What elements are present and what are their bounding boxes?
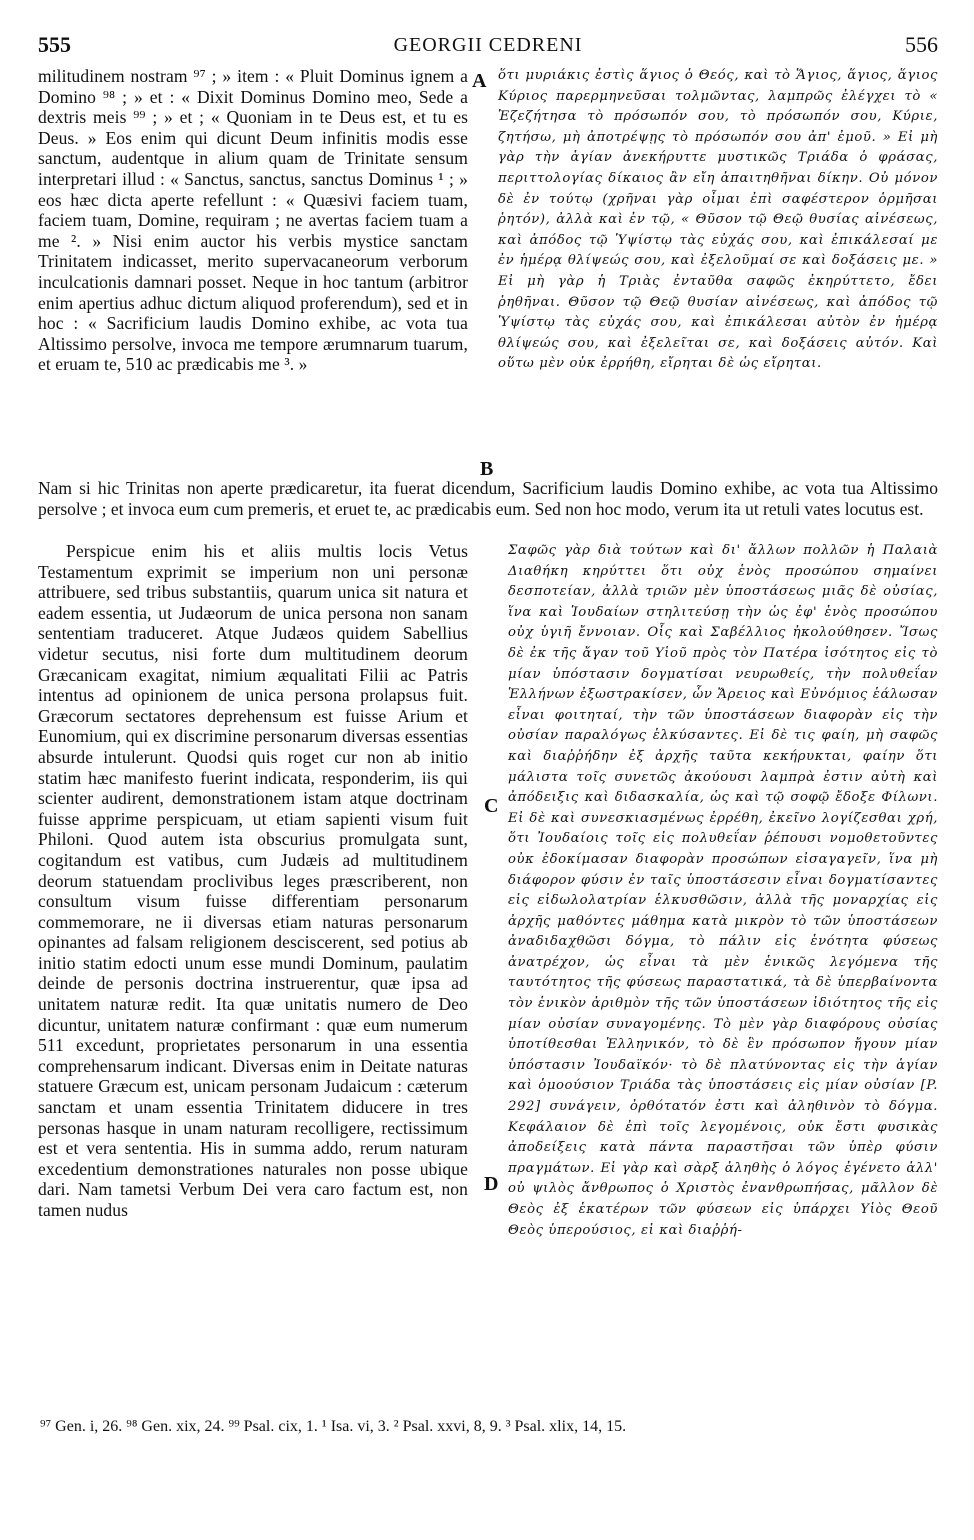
full-width-paragraph: Nam si hic Trinitas non aperte prædicaretur, ita fuerat dicendum, Sacrificium laudis Domino exhibe, ac vota tua Altissimo persolve ; et invoca eum cum premeris, et eruet te, ac prædicabis eum. Sed non hoc modo, verum ita ut retuli vates locutus est.: [38, 478, 938, 519]
page-number-left: 555: [38, 32, 71, 57]
page-number-right: 556: [905, 32, 938, 57]
greek-column-bottom: Σαφῶς γὰρ διὰ τούτων καὶ δι' ἄλλων πολλῶν ἡ Παλαιὰ Διαθήκη κηρύττει ὅτι οὐχ ἑνὸς προσώπου σημαίνει δεσποτείαν, ἀλλὰ τριῶν μὲν ὑποστάσεως μιᾶς δὲ οὐσίας, ἵνα καὶ Ἰουδαίων στηλιτεύσῃ τὴν ὡς ἐφ' ἑνὸς προσώπου οὐχ ὑγιῆ ἔννοιαν. Οἷς καὶ Σαβέλλιος ἠκολούθησεν. Ἴσως δὲ ἐκ τῆς ἄγαν τοῦ Υἱοῦ πρὸς τὸν Πατέρα ἰσότητος εἰς τὸ μίαν ὑπόστασιν δογματίσαι νευρωθείς, τὴν πολυθεΐαν Ἑλλήνων ἐξωστρακίσεν, ὧν Ἄρειος καὶ Εὐνόμιος ἑάλωσαν εἶναι φοιτηταί, τὴν τῶν ὑποστάσεων διαφορὰν εἰς τὴν οὐσίαν παραλόγως ἑλκύσαντες. Εἰ δὲ τις φαίη, μὴ σαφῶς καὶ διαῤῥήδην ἐξ ἀρχῆς ταῦτα κεκήρυκται, φαίην ὅτι μάλιστα τοῖς συνετῶς ἀκούουσι λαμπρὰ ἐστιν αὐτὴ καὶ ἀπόδειξις καὶ διδασκαλία, ὡς καὶ τῷ σοφῷ ἔδοξε Φίλωνι. Εἰ δὲ καὶ συνεσκιασμένως ἐρρέθη, ἐκεῖνο λογίζεσθαι χρή, ὅτι Ἰουδαίοις τοῖς εἰς πολυθεΐαν ῥέπουσι νομοθετοῦντες οὐκ ἐδοκίμασαν διαφορὰν προσώπων εἰσαγαγεῖν, ἵνα μὴ διάφορον φύσιν ἐν ταῖς ὑποστάσεσιν εἶναι δογματίσαντες εἰς εἰδωλολατρίαν ἑλκυσθῶσιν, ἀλλὰ τῆς μοναρχίας εἰς ἀρχῆς μαθόντες μάθημα κατὰ μικρὸν τὸ τῶν ὑποστάσεων ἀναδιδαχθῶσι δόγμα, τὸ πάλιν εἰς ἑνότητα φύσεως ἀνατρέχον, ὡς εἶναι τὰ μὲν ἑνικῶς λεγόμενα τῆς ταυτότητος τῆς φύσεως παραστατικά, τὰ δὲ ὑπερβαίνοντα τὸν ἑνικὸν ἀριθμὸν τῆς τῶν ὑποστάσεων ἰδιότητος τῆς εἰς μίαν οὐσίαν συναγομένης. Τὸ μὲν γὰρ διαφόρους οὐσίας ὑποτίθεσθαι Ἑλληνικόν, τὸ δὲ ἓν πρόσωπον ἤγουν μίαν ὑπόστασιν Ἰουδαϊκόν· τὸ δὲ πλατύνοντας εἰς τὴν ἁγίαν καὶ ὁμοούσιον Τριάδα τὰς ὑποστάσεις εἰς μίαν οὐσίαν [P. 292] συνάγειν, ὀρθότατόν ἐστι καὶ ἀληθινὸν τὸ δόγμα. Κεφάλαιον δὲ ἐπὶ τοῖς λεγομένοις, οὐκ ἔστι φυσικὰς ἀποδείξεις κατὰ πάντα παραστῆσαι τῶν ὑπὲρ φύσιν πραγμάτων. Εἰ γὰρ καὶ σὰρξ ἀληθὴς ὁ λόγος ἐγένετο ἀλλ' οὐ ψιλὸς ἄνθρωπος ὁ Χριστὸς ἐνανθρωπήσας, μᾶλλον δὲ Θεὸς ἐξ ἑκατέρων τῶν φύσεων εἰς ὑπάρχει Υἱὸς Θεοῦ Θεὸς ὑπερούσιος, εἰ καὶ διαῤῥή-: [508, 543, 938, 1238]
section-marker-b: B: [480, 458, 494, 480]
section-marker-a: A: [472, 70, 487, 92]
latin-column-bottom: Perspicue enim his et aliis multis locis Vetus Testamentum exprimit se imperium non uni personæ attribuere, sed tribus substantiis, quarum unica sit natura et eadem essentia, ut Judæorum de unica persona non sanam sententiam traduceret. Atque Judæos quidem Sabellius videtur secutus, nisi forte dum multitudinem deorum Græcanicam exagitat, nimium æqualitati Filii ac Patris intentus ad opinionem de unica persona prolapsus fuit. Græcorum sectatores deprehensum est fuisse Arium et Eunomium, qui ex discrimine personarum diversas essentias absurde intulerunt. Quodsi quis roget cur non ab initio statim hæc manifesto fuerint indicata, responderim, iis qui scienter audirent, demonstrationem istam atque doctrinam fuisse apprime perspicuam, ut etiam sapienti visum fuit Philoni. Quod autem ista obscurius promulgata sunt, cogitandum est vatibus, cum Judæis ad multitudinem deorum statuendam proclivibus leges præscriberent, non consultum visum fuisse differentiam personarum commemorare, ne ii diversas etiam naturas personarum opinantes ad falsam religionem desciscerent, sed potius ab initio statim edocti unum esse mundi Dominum, paulatim deinde de personis doctrina instruerentur, quæ ipsa ad unitatem naturæ redit. Ita quæ unitatis numero de Deo dicuntur, unitatem naturæ confirmant : quæ eum numerum 511 excedunt, proprietates personarum in una essentia comprehensarum indicant. Diversas enim in Deitate naturas statuere Græcum est, unicam personam Judaicum : cæterum sanctam et unam essentia Trinitatem diducere in tres personas hasque in unam naturam recolligere, rectissimum est et vera sententia. His in summa addo, rerum naturam excedentium demonstrationes naturales non posse ubique dari. Nam tametsi Verbum Dei vera caro factum est, non tamen nudus: [38, 541, 468, 1220]
page-header: [38, 32, 938, 60]
section-marker-d: D: [484, 1173, 499, 1195]
latin-column-top: militudinem nostram ⁹⁷ ; » item : « Pluit Dominus ignem a Domino ⁹⁸ ; » et : « Dixit Dominus Domino meo, Sede a dextris meis ⁹⁹ ; » et ; « Quoniam in te Deus est, et tu es Deus. » Eos enim qui dicunt Deum infinitis modis esse sanctum, audentque in alium quam de Trinitate sensum interpretari illud : « Sanctus, sanctus, sanctus Dominus ¹ ; » eos hæc dicta aperte refellunt : « Quæsivi faciem tuam, faciem tuam, Domine, requiram ; ne avertas faciem tuam a me ². » Nisi enim auctor his verbis mystice sanctam Trinitatem indicasset, merito supervacaneorum verborum inculcationis damnari posset. Neque in hoc tantum (arbitror enim apertius adhuc dictum aliquod proferendum), sed et in hoc : « Sacrificium laudis Domino exhibe, ac vota tua Altissimo persolve, invoca me tempore ærumnarum tuarum, et eruam te, 510 ac prædicabis me ³. »: [38, 66, 468, 375]
greek-column-top: ὅτι μυριάκις ἐστὶς ἅγιος ὁ Θεός, καὶ τὸ Ἅγιος, ἅγιος, ἅγιος Κύριος παρερμηνεῦσαι τολμῶντας, λαμπρῶς ἐλέγχει τὸ « Ἐζεζήτησα τὸ πρόσωπόν σου, τὸ πρόσωπόν σου, Κύριε, ζητήσω, μὴ ἀποτρέψῃς τὸ πρόσωπόν σου ἀπ' ἐμοῦ. » Εἰ μὴ γὰρ τὴν ἁγίαν ἀνεκήρυττε μυστικῶς Τριάδα ὁ φράσας, περιττολογίας δίκαιος ἂν εἴη ἀπαιτηθῆναι δίκην. Οὐ μόνον δὲ ἐν τούτῳ (χρῆναι γὰρ οἶμαι ἐπὶ σαφέστερον ὁρμῆσαι ῥητόν), ἀλλὰ καὶ ἐν τῷ, « Θῦσον τῷ Θεῷ θυσίας αἰνέσεως, καὶ ἀπόδος τῷ Ὑψίστῳ τὰς εὐχάς σου, καὶ ἐπικάλεσαί με ἐν ἡμέρᾳ θλίψεώς σου, καὶ ἐξελοῦμαί σε καὶ δοξάσεις με. » Εἰ μὴ γὰρ ἡ Τριὰς ἐνταῦθα σαφῶς ἐκηρύττετο, ἔδει ῥηθῆναι. Θῦσον τῷ Θεῷ θυσίαν αἰνέσεως, καὶ ἀπόδος τῷ Ὑψίστῳ τὰς εὐχάς σου, καὶ ἐπικάλεσαι αὐτὸν ἐν ἡμέρᾳ θλίψεώς σου, καὶ ἐξελεῖται σε, καὶ δοξάσεις αὐτόν. Καὶ οὕτω μὲν οὐκ ἐρρήθη, εἴρηται δὲ ὡς εἴρηται.: [498, 68, 938, 372]
footnotes: ⁹⁷ Gen. i, 26. ⁹⁸ Gen. xix, 24. ⁹⁹ Psal. cix, 1. ¹ Isa. vi, 3. ² Psal. xxvi, 8, 9. ³ Psal. xlix, 14, 15.: [40, 1418, 627, 1435]
section-marker-c: C: [484, 795, 499, 817]
running-title: GEORGII CEDRENI: [393, 34, 583, 56]
